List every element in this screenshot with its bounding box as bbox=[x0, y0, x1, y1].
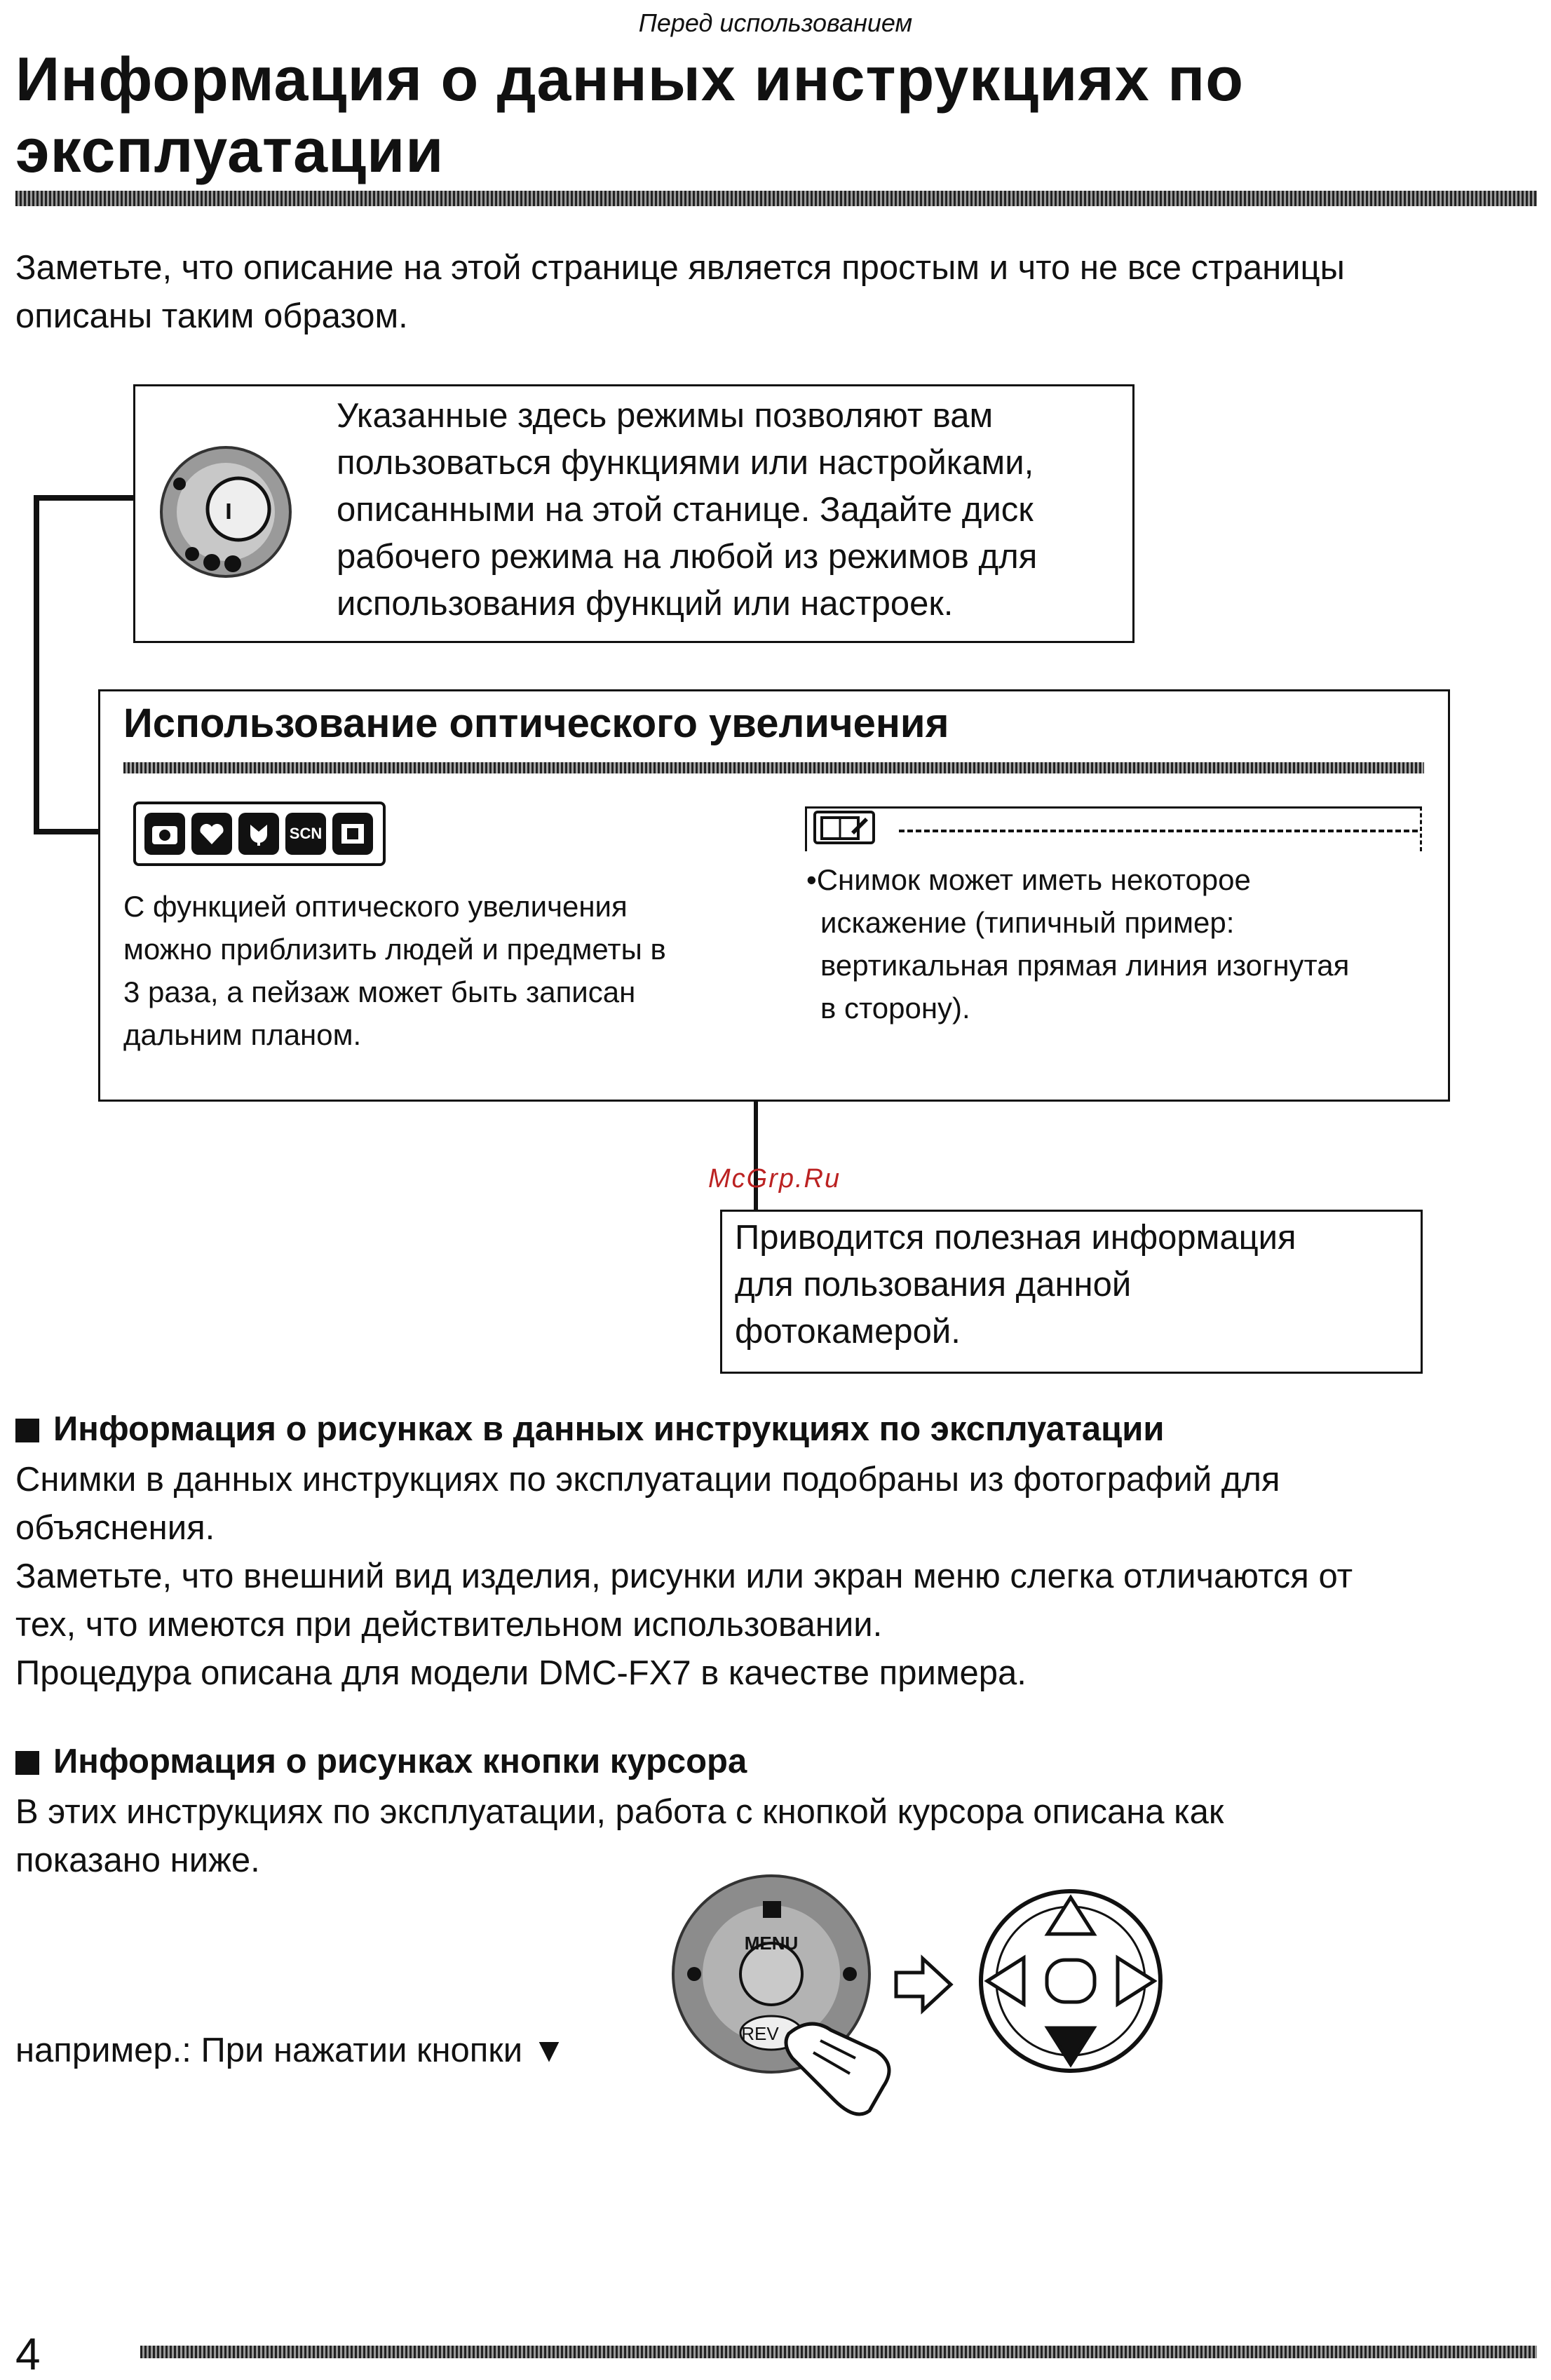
cursor-diagram bbox=[975, 1885, 1171, 2081]
connector-line bbox=[34, 495, 135, 501]
arrow-right-icon bbox=[892, 1953, 955, 2016]
notebook-icon bbox=[813, 811, 875, 844]
running-header: Перед использованием bbox=[638, 8, 913, 37]
section-paragraph bbox=[15, 1456, 1537, 1698]
intro-line: описаны таким образом. bbox=[15, 297, 408, 335]
useful-info-text bbox=[735, 1215, 1415, 1355]
useful-info-line: Приводится полезная информация bbox=[735, 1219, 1296, 1257]
memo-text bbox=[806, 858, 1430, 1029]
section-line: Снимки в данных инструкциях по эксплуатации подобраны из фотографий для bbox=[15, 1461, 1280, 1499]
mode-info-line: рабочего режима на любой из режимов для bbox=[337, 538, 1038, 576]
section-line: Заметьте, что внешний вид изделия, рисунки или экран меню слегка отличаются от bbox=[15, 1557, 1353, 1595]
section-line: тех, что имеются при действительном использовании. bbox=[15, 1606, 883, 1644]
useful-info-line: фотокамерой. bbox=[735, 1313, 961, 1351]
camera-mode-icon bbox=[144, 813, 185, 855]
useful-info-line: для пользования данной bbox=[735, 1266, 1132, 1304]
sample-body-line: 3 раза, а пейзаж может быть записан bbox=[123, 975, 636, 1008]
section-line: объяснения. bbox=[15, 1509, 215, 1547]
sample-body-line: С функцией оптического увеличения bbox=[123, 890, 628, 923]
scn-mode-icon: SCN bbox=[285, 813, 326, 855]
square-bullet-icon bbox=[15, 1751, 39, 1775]
sample-title-rule bbox=[123, 762, 1424, 773]
example-caption: например.: При нажатии кнопки ▼ bbox=[15, 2031, 567, 2069]
sample-body-line: можно приблизить людей и предметы в bbox=[123, 933, 666, 966]
page-number: 4 bbox=[15, 2329, 41, 2379]
connector-line bbox=[34, 495, 39, 834]
section-heading bbox=[15, 1409, 1165, 1449]
sample-title: Использование оптического увеличения bbox=[123, 701, 949, 746]
mode-info-text bbox=[337, 393, 1122, 628]
watermark: McGrp.Ru bbox=[708, 1164, 841, 1194]
memo-line: •Снимок может иметь некоторое bbox=[806, 863, 1251, 896]
page-title-line2: эксплуатации bbox=[15, 116, 445, 185]
cursor-button-photo bbox=[666, 1869, 919, 2121]
rev-label: REV bbox=[741, 2023, 779, 2044]
intro-line: Заметьте, что описание на этой странице является простым и что не все страницы bbox=[15, 249, 1345, 287]
memo-header bbox=[805, 806, 1422, 851]
section-heading-text: Информация о рисунках кнопки курсора bbox=[53, 1743, 747, 1780]
mode-info-line: пользоваться функциями или настройками, bbox=[337, 444, 1034, 482]
section-heading bbox=[15, 1742, 747, 1781]
intro-paragraph bbox=[15, 244, 1530, 341]
sample-body-line: дальним планом. bbox=[123, 1018, 362, 1051]
sample-body-text bbox=[123, 885, 754, 1056]
film-mode-icon bbox=[332, 813, 373, 855]
page-title-line1: Информация о данных инструкциях по bbox=[15, 44, 1245, 114]
section-line: В этих инструкциях по эксплуатации, работа с кнопкой курсора описана как bbox=[15, 1793, 1224, 1831]
memo-line: вертикальная прямая линия изогнутая bbox=[820, 949, 1350, 982]
page-title bbox=[15, 43, 1523, 187]
memo-line: искажение (типичный пример: bbox=[820, 906, 1235, 939]
section-line: показано ниже. bbox=[15, 1841, 260, 1879]
heart-mode-icon bbox=[191, 813, 232, 855]
memo-dash-line bbox=[899, 830, 1418, 832]
mode-info-line: Указанные здесь режимы позволяют вам bbox=[337, 397, 994, 435]
square-bullet-icon bbox=[15, 1419, 39, 1442]
section-heading-text: Информация о рисунках в данных инструкциях по эксплуатации bbox=[53, 1410, 1165, 1448]
macro-mode-icon bbox=[238, 813, 279, 855]
mode-icons-strip bbox=[133, 802, 386, 866]
mode-info-line: описанными на этой станице. Задайте диск bbox=[337, 491, 1034, 529]
menu-label: MENU bbox=[744, 1933, 799, 1954]
mode-dial-icon bbox=[156, 442, 296, 582]
title-rule bbox=[15, 191, 1537, 206]
section-line: Процедура описана для модели DMC-FX7 в качестве примера. bbox=[15, 1654, 1027, 1692]
footer-rule bbox=[140, 2346, 1537, 2358]
memo-line: в сторону). bbox=[820, 992, 970, 1025]
mode-info-line: использования функций или настроек. bbox=[337, 585, 954, 623]
